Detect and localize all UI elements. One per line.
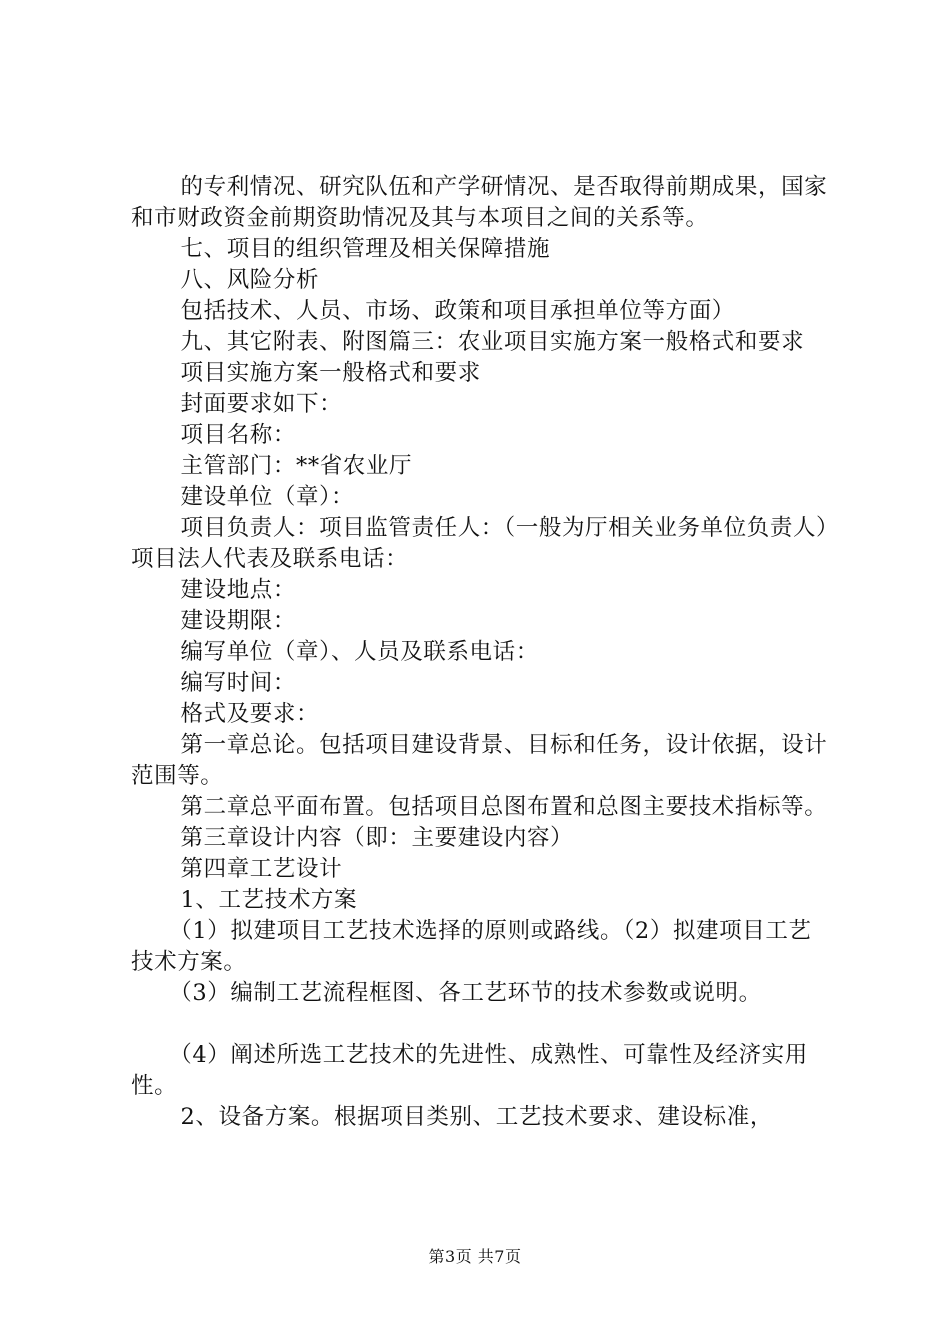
paragraph-patent-status: 的专利情况、研究队伍和产学研情况、是否取得前期成果，国家和市财政资金前期资助情况及其与本项目之间的关系等。 [131, 174, 828, 231]
paragraph-construction-unit: 建设单位（章）： [180, 484, 355, 510]
paragraph-process-item-3: （3）编制工艺流程框图、各工艺环节的技术参数或说明。 [169, 980, 762, 1006]
document-body [131, 172, 831, 1133]
paragraph-process-plan: 1、工艺技术方案 [180, 887, 358, 913]
paragraph-chapter-3: 第三章设计内容（即：主要建设内容） [180, 825, 574, 851]
paragraph-department: 主管部门：**省农业厅 [180, 453, 413, 479]
page-footer: 第3页 共7页 [428, 1247, 522, 1266]
paragraph-format-title: 项目实施方案一般格式和要求 [180, 360, 481, 386]
paragraph-format-requirements: 格式及要求： [180, 701, 320, 727]
paragraph-chapter-1: 第一章总论。包括项目建设背景、目标和任务，设计依据，设计范围等。 [131, 732, 828, 789]
paragraph-equipment-plan: 2、设备方案。根据项目类别、工艺技术要求、建设标准， [180, 1104, 773, 1130]
paragraph-section-8: 八、风险分析 [180, 267, 320, 293]
paragraph-location: 建设地点： [180, 577, 297, 603]
paragraph-process-item-1-2: （1）拟建项目工艺技术选择的原则或路线。（2）拟建项目工艺技术方案。 [131, 918, 812, 975]
paragraph-cover-requirements: 封面要求如下： [180, 391, 343, 417]
paragraph-section-9: 九、其它附表、附图篇三：农业项目实施方案一般格式和要求 [180, 329, 805, 355]
paragraph-project-lead: 项目负责人：项目监管责任人：（一般为厅相关业务单位负责人）项目法人代表及联系电话： [131, 515, 828, 572]
paragraph-gap [131, 1009, 831, 1040]
paragraph-chapter-2: 第二章总平面布置。包括项目总图布置和总图主要技术指标等。 [180, 794, 828, 820]
paragraph-chapter-4: 第四章工艺设计 [180, 856, 343, 882]
paragraph-process-item-4: （4）阐述所选工艺技术的先进性、成熟性、可靠性及经济实用性。 [131, 1042, 808, 1099]
paragraph-period: 建设期限： [180, 608, 297, 634]
paragraph-risk-scope: 包括技术、人员、市场、政策和项目承担单位等方面） [180, 298, 735, 324]
paragraph-author-date: 编写时间： [180, 670, 297, 696]
paragraph-author-unit: 编写单位（章）、人员及联系电话： [180, 639, 539, 665]
paragraph-section-7: 七、项目的组织管理及相关保障措施 [180, 236, 551, 262]
paragraph-project-name: 项目名称： [180, 422, 297, 448]
